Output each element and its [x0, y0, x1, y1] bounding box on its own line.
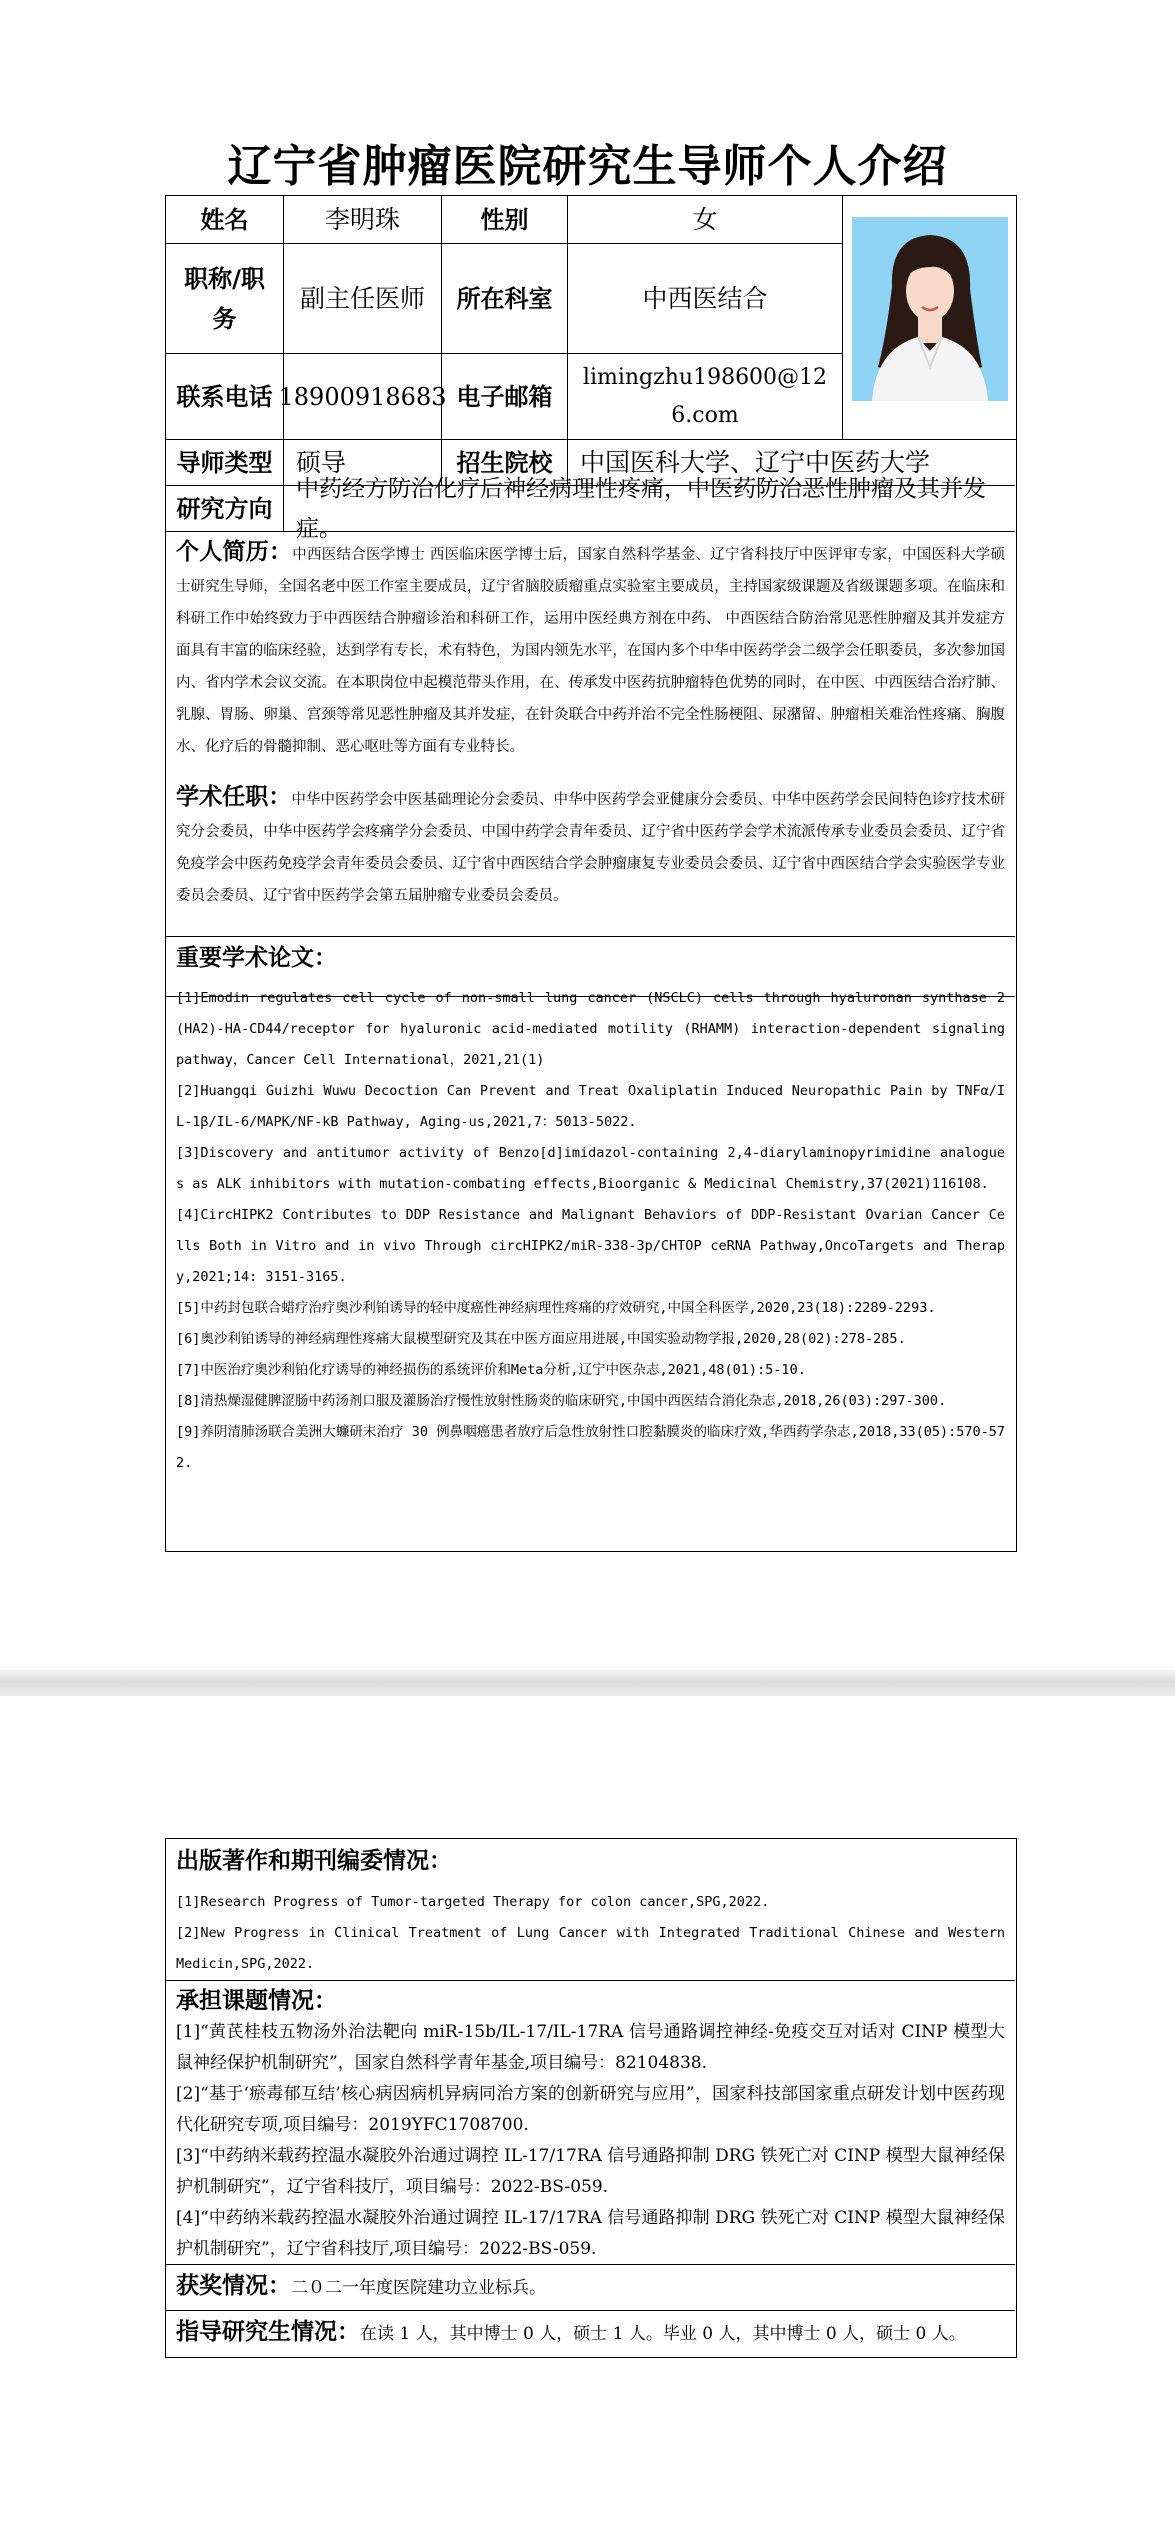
- students-text: 在读 1 人，其中博士 0 人，硕士 1 人。毕业 0 人，其中博士 0 人，硕士 0 人。: [360, 2324, 966, 2344]
- awards-heading: 获奖情况：: [176, 2273, 291, 2299]
- bio-text: 中西医结合医学博士 西医临床医学博士后，国家自然科学基金、辽宁省科技厅中医评审专家，中国医科大学硕士研究生导师，全国名老中医工作室主要成员，辽宁省脑胶质瘤重点实验室主要成员，主持国家级课题及省级课题多项。在临床和科研工作中始终致力于中西医结合肿瘤诊治和科研工作，运用中医经典方剂在中药、 中西医结合防治常见恶性肿瘤及其并发症方面具有丰富的临床经验，达到学有专长，术有特色，为国内领先水平，在国内多个中华中医药学会二级学会任职委员，多次参加国内、省内学术会议交流。在本职岗位中起模范带头作用，在、传承发中医药抗肿瘤特色优势的同时，在中医、中西医结合治疗肺、乳腺、胃肠、卵巢、宫颈等常见恶性肿瘤及其并发症，在针灸联合中药并治不完全性肠梗阻、尿潴留、肿瘤相关难治性疼痛、胸腹水、化疗后的骨髓抑制、恶心呕吐等方面有专业特长。: [176, 547, 1005, 755]
- awards-section: [166, 2265, 1015, 2311]
- research-label: 研究方向: [166, 486, 284, 532]
- books-heading: 出版著作和期刊编委情况：: [176, 1848, 452, 1874]
- students-heading: 指导研究生情况：: [176, 2319, 360, 2345]
- project-item: [2]“基于‘瘀毒郁互结’核心病因病机异病同治方案的创新研究与应用”，国家科技部国家重点研发计划中医药现代化研究专项,项目编号：2019YFC1708700.: [176, 2084, 1005, 2135]
- name-label: 姓名: [166, 196, 284, 244]
- position-value: 副主任医师: [284, 244, 442, 354]
- school-value: 中国医科大学、辽宁中医药大学: [568, 440, 1015, 486]
- paper-item: [5]中药封包联合蜡疗治疗奥沙利铂诱导的轻中度癌性神经病理性疼痛的疗效研究,中国全科医学,2020,23(18):2289-2293.: [176, 1300, 936, 1316]
- bio-heading: 个人简历：: [176, 539, 293, 565]
- students-section: [166, 2311, 1015, 2357]
- page-title: 辽宁省肿瘤医院研究生导师个人介绍: [227, 141, 948, 192]
- paper-item: [7]中医治疗奥沙利铂化疗诱导的神经损伤的系统评价和Meta分析,辽宁中医杂志,2021,48(01):5-10.: [176, 1362, 806, 1378]
- mentor-type-value: 硕导: [284, 440, 442, 486]
- book-item: [2]New Progress in Clinical Treatment of Lung Cancer with Integrated Traditional Chinese and Western Medicin,SPG,2022.: [176, 1925, 1005, 1972]
- projects-section: [166, 1981, 1015, 2265]
- paper-item: [2]Huangqi Guizhi Wuwu Decoction Can Prevent and Treat Oxaliplatin Induced Neuropathic Pain by TNFα/IL-1β/IL-6/MAPK/NF-kB Pathway, Aging-us,2021,7：5013-5022.: [176, 1083, 1005, 1130]
- phone-value: 18900918683: [284, 354, 442, 440]
- mentor-type-label: 导师类型: [166, 440, 284, 486]
- academic-heading: 学术任职：: [176, 784, 292, 810]
- page-2: [0, 1696, 1175, 2545]
- email-value[interactable]: limingzhu198600@126.com: [568, 354, 843, 440]
- gender-value: 女: [568, 196, 843, 244]
- research-value: 中药经方防治化疗后神经病理性疼痛，中医药防治恶性肿瘤及其并发症。: [284, 486, 1015, 532]
- project-item: [4]“中药纳米载药控温水凝胶外治通过调控 IL-17/17RA 信号通路抑制 DRG 铁死亡对 CINP 模型大鼠神经保护机制研究”，辽宁省科技厅,项目编号：2022-BS-059.: [176, 2208, 1005, 2259]
- details-table: [165, 1838, 1017, 2358]
- position-label: 职称/职务: [166, 244, 284, 354]
- project-item: [3]“中药纳米载药控温水凝胶外治通过调控 IL-17/17RA 信号通路抑制 DRG 铁死亡对 CINP 模型大鼠神经保护机制研究”，辽宁省科技厅，项目编号：2022-BS-059.: [176, 2146, 1005, 2197]
- dept-value: 中西医结合: [568, 244, 843, 354]
- books-section: [166, 1839, 1015, 1981]
- school-label: 招生院校: [442, 440, 568, 486]
- academic-section: [166, 777, 1015, 937]
- paper-item: [6]奥沙利铂诱导的神经病理性疼痛大鼠模型研究及其在中医方面应用进展,中国实验动物学报,2020,28(02):278-285.: [176, 1331, 906, 1347]
- awards-text: 二０二一年度医院建功立业标兵。: [291, 2278, 546, 2298]
- paper-item: [1]Emodin regulates cell cycle of non-small lung cancer (NSCLC) cells through hyaluronan synthase 2 (HA2)-HA-CD44/receptor for hyaluronic acid-mediated motility (RHAMM) interaction-dependent signaling pathway，Cancer Cell International，2021,21(1): [176, 990, 1005, 1068]
- papers-heading: 重要学术论文：: [176, 945, 337, 971]
- paper-item: [9]养阴清肺汤联合美洲大蠊研末治疗 30 例鼻咽癌患者放疗后急性放射性口腔黏膜炎的临床疗效,华西药学杂志,2018,33(05):570-572.: [176, 1424, 1005, 1471]
- page-divider: [0, 1670, 1175, 1696]
- gender-label: 性别: [442, 196, 568, 244]
- book-item: [1]Research Progress of Tumor-targeted Therapy for colon cancer,SPG,2022.: [176, 1894, 770, 1910]
- phone-label: 联系电话: [166, 354, 284, 440]
- photo-cell: [843, 196, 1016, 440]
- projects-heading: 承担课题情况：: [176, 1988, 337, 2014]
- dept-label: 所在科室: [442, 244, 568, 354]
- paper-item: [8]清热燥湿健脾涩肠中药汤剂口服及灌肠治疗慢性放射性肠炎的临床研究,中国中西医结合消化杂志,2018,26(03):297-300.: [176, 1393, 947, 1409]
- profile-photo: [852, 217, 1008, 401]
- academic-text: 中华中医药学会中医基础理论分会委员、中华中医药学会亚健康分会委员、中华中医药学会民间特色诊疗技术研究分会委员，中华中医药学会疼痛学分会委员、中国中药学会青年委员、辽宁省中医药学会学术流派传承专业委员会委员、辽宁省免疫学会中医药免疫学会青年委员会委员、辽宁省中西医结合学会肿瘤康复专业委员会委员、辽宁省中西医结合学会实验医学专业委员会委员、辽宁省中医药学会第五届肿瘤专业委员会委员。: [176, 792, 1006, 904]
- name-value: 李明珠: [284, 196, 442, 244]
- email-label: 电子邮箱: [442, 354, 568, 440]
- paper-item: [4]CircHIPK2 Contributes to DDP Resistance and Malignant Behaviors of DDP-Resistant Ovarian Cancer Cells Both in Vitro and in vivo Through circHIPK2/miR-338-3p/CHTOP ceRNA Pathway,OncoTargets and Therapy,2021;14: 3151-3165.: [176, 1207, 1005, 1285]
- papers-section: [166, 937, 1015, 1553]
- paper-item: [3]Discovery and antitumor activity of Benzo[d]imidazol-containing 2,4-diarylaminopyrimidine analogues as ALK inhibitors with mutation-combating effects,Bioorganic & Medicinal Chemistry,37(2021)116108.: [176, 1145, 1005, 1192]
- project-item: [1]“黄芪桂枝五物汤外治法靶向 miR-15b/IL-17/IL-17RA 信号通路调控神经-免疫交互对话对 CINP 模型大鼠神经保护机制研究”，国家自然科学青年基金,项目编号：82104838.: [176, 2022, 1005, 2073]
- profile-table: [165, 195, 1017, 1552]
